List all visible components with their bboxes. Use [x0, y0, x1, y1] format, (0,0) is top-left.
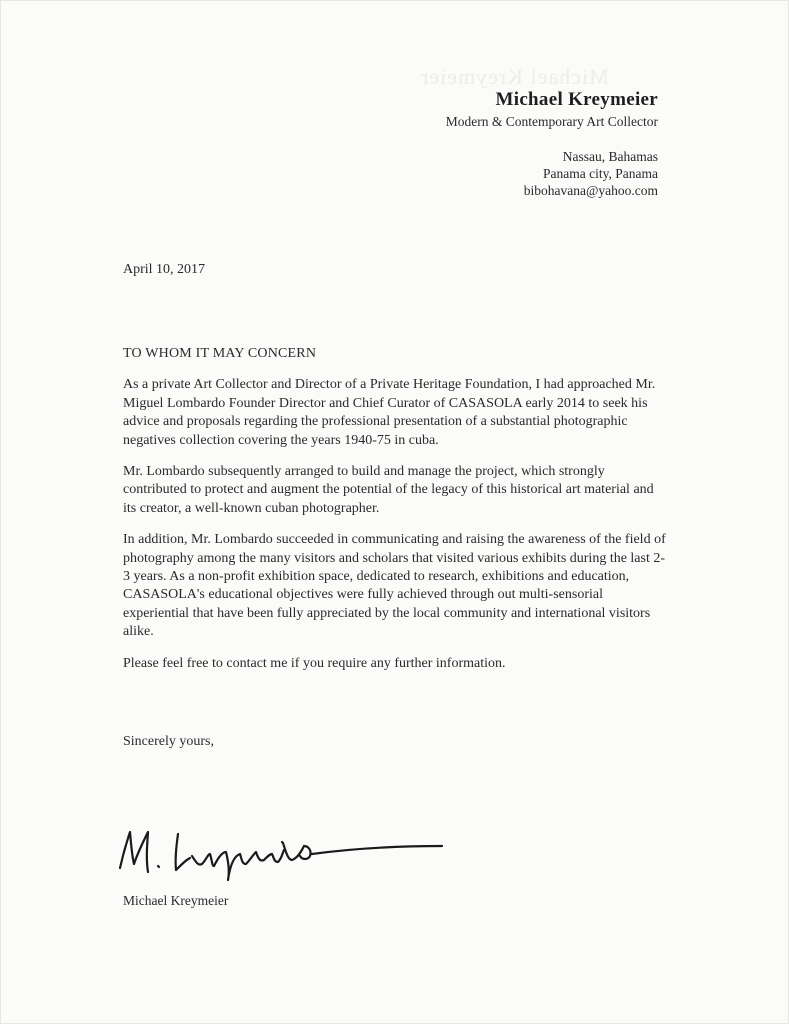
- address-line-city-2: Panama city, Panama: [543, 166, 658, 181]
- signature-drawing: [112, 820, 452, 890]
- paragraph-2: Mr. Lombardo subsequently arranged to build and manage the project, which strongly contributed to protect and augment the potential of the legacy of this historical art material and its creator, a well-known cuban photographer.: [123, 464, 654, 516]
- letterhead: [446, 89, 658, 130]
- letterhead-title: Modern & Contemporary Art Collector: [445, 114, 658, 129]
- handwritten-signature: [112, 820, 452, 895]
- closing: Sincerely yours,: [123, 734, 214, 749]
- salutation: TO WHOM IT MAY CONCERN: [123, 346, 317, 361]
- address-line-city-1: Nassau, Bahamas: [562, 149, 658, 164]
- printed-signer-name: Michael Kreymeier: [123, 893, 229, 908]
- address-line-email: bibohavana@yahoo.com: [523, 183, 658, 198]
- sender-address: [524, 148, 658, 199]
- show-through-text: Michael Kreymeier: [420, 64, 609, 89]
- letter-date: April 10, 2017: [123, 262, 206, 277]
- letterhead-name: Michael Kreymeier: [495, 89, 658, 110]
- paragraph-1: As a private Art Collector and Director of a Private Heritage Foundation, I had approached Mr. Miguel Lombardo Founder Director and Chief Curator of CASASOLA early 2014 to seek his advice and proposals regarding the professional presentation of a substantial photographic negatives collection covering the years 1940-75 in cuba.: [123, 377, 656, 448]
- paragraph-4: Please feel free to contact me if you require any further information.: [123, 655, 506, 671]
- paragraph-3: In addition, Mr. Lombardo succeeded in communicating and raising the awareness of the field of photography among the many visitors and scholars that visited various exhibits during the last 2-3 years. As a non-profit exhibition space, dedicated to research, exhibitions and education, CASASOLA's educational objectives were fully achieved through out multi-sensorial experiential that have been fully appreciated by the local community and international visitors alike.: [123, 532, 666, 640]
- letter-body: [123, 345, 668, 686]
